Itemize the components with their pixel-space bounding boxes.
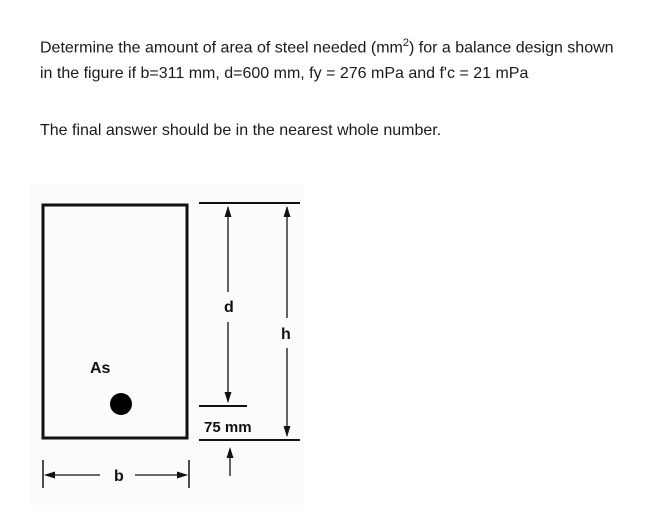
answer-note: The final answer should be in the nearest whole number. bbox=[40, 122, 442, 139]
steel-bar bbox=[110, 393, 132, 415]
question-part-2: ) for a balance design shown in the figure if b=311 mm, d=600 mm, fy = 276 mPa and f'c = 21 mPa bbox=[40, 39, 614, 83]
total-height-label: h bbox=[281, 326, 291, 343]
question-part-1: Determine the amount of area of steel needed (mm bbox=[40, 39, 403, 57]
figure-background bbox=[30, 185, 305, 505]
steel-area-label: As bbox=[90, 360, 111, 377]
cover-label: 75 mm bbox=[204, 419, 252, 436]
squared-superscript: 2 bbox=[402, 37, 409, 49]
effective-depth-label: d bbox=[224, 299, 234, 316]
width-label: b bbox=[114, 468, 124, 485]
